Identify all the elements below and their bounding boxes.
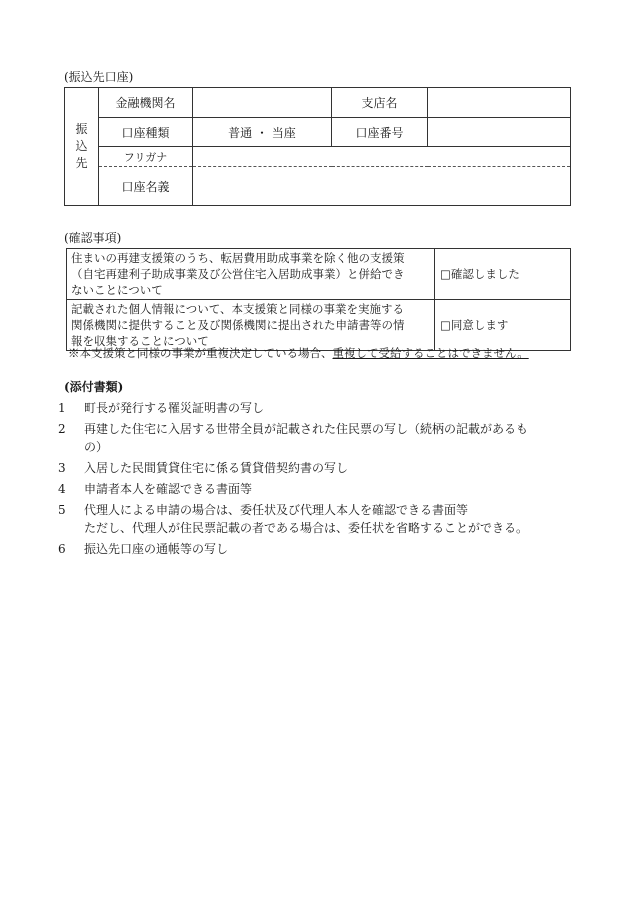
consent-row-text — [67, 300, 435, 351]
attachment-number: 3 — [58, 461, 66, 475]
consent-text-line: 報を収集することについて — [71, 334, 209, 348]
consent-text-line: 記載された個人情報について、本支援策と同様の事業を実施する — [71, 302, 405, 316]
attachment-text: 代理人による申請の場合は、委任状及び代理人本人を確認できる書面等 — [84, 503, 469, 517]
bank-name-label: 金融機関名 — [99, 88, 193, 118]
side-label-char: 振 — [75, 122, 88, 136]
branch-label: 支店名 — [332, 88, 428, 118]
confirm-section-heading: (確認事項) — [64, 231, 122, 245]
consent-checkbox[interactable]: □同意します — [435, 300, 571, 351]
attachment-item — [58, 480, 578, 498]
consent-text-line: 関係機関に提供すること及び関係機関に提出された申請書等の情 — [71, 318, 405, 332]
confirm-checkbox[interactable]: □確認しました — [435, 249, 571, 300]
note-underlined: 重複して受給することはできません。 — [332, 346, 529, 360]
bank-name-field[interactable] — [193, 88, 332, 118]
side-label-char: 先 — [75, 156, 88, 170]
attachment-number: 4 — [58, 482, 66, 496]
account-side-label — [65, 88, 99, 206]
account-holder-label: 口座名義 — [99, 167, 193, 206]
attachment-text: ただし、代理人が住民票記載の者である場合は、委任状を省略することができる。 — [84, 521, 529, 535]
attachments-heading: (添付書類) — [64, 380, 124, 394]
attachment-number: 5 — [58, 503, 66, 517]
attachment-text: 町長が発行する罹災証明書の写し — [84, 401, 265, 415]
attachment-item — [58, 420, 578, 456]
account-holder-field[interactable] — [193, 167, 571, 206]
confirmation-table — [66, 248, 571, 351]
furigana-field[interactable] — [193, 147, 571, 167]
attachment-text: 申請者本人を確認できる書面等 — [84, 482, 253, 496]
branch-field[interactable] — [428, 88, 571, 118]
confirm-row-text — [67, 249, 435, 300]
furigana-label: フリガナ — [99, 147, 193, 167]
confirm-text-line: 住まいの再建支援策のうち、転居費用助成事業を除く他の支援策 — [71, 251, 405, 265]
account-number-field[interactable] — [428, 118, 571, 147]
attachment-item — [58, 459, 578, 477]
account-number-label: 口座番号 — [332, 118, 428, 147]
account-section-heading: (振込先口座) — [64, 70, 134, 84]
duplicate-warning-note — [68, 345, 529, 361]
attachment-text: の） — [84, 440, 109, 454]
attachment-item — [58, 399, 578, 417]
attachment-item — [58, 540, 578, 558]
account-type-options[interactable]: 普通 ・ 当座 — [193, 118, 332, 147]
confirm-text-line: （自宅再建利子助成事業及び公営住宅入居助成事業）と併給でき — [71, 267, 405, 281]
attachment-number: 2 — [58, 422, 66, 436]
consent-row — [67, 300, 571, 351]
note-prefix: ※本支援策と同様の事業が重複決定している場合、 — [68, 346, 333, 360]
attachment-item — [58, 501, 578, 537]
attachment-text: 入居した民間賃貸住宅に係る賃貸借契約書の写し — [84, 461, 349, 475]
attachment-number: 1 — [58, 401, 66, 415]
account-type-label: 口座種類 — [99, 118, 193, 147]
attachments-list — [58, 399, 578, 561]
side-label-char: 込 — [75, 139, 88, 153]
confirm-text-line: ないことについて — [71, 283, 163, 297]
attachment-number: 6 — [58, 542, 66, 556]
attachment-text: 振込先口座の通帳等の写し — [84, 542, 229, 556]
confirm-row — [67, 249, 571, 300]
bank-account-table — [64, 87, 571, 206]
attachment-text: 再建した住宅に入居する世帯全員が記載された住民票の写し（続柄の記載があるも — [84, 422, 529, 436]
